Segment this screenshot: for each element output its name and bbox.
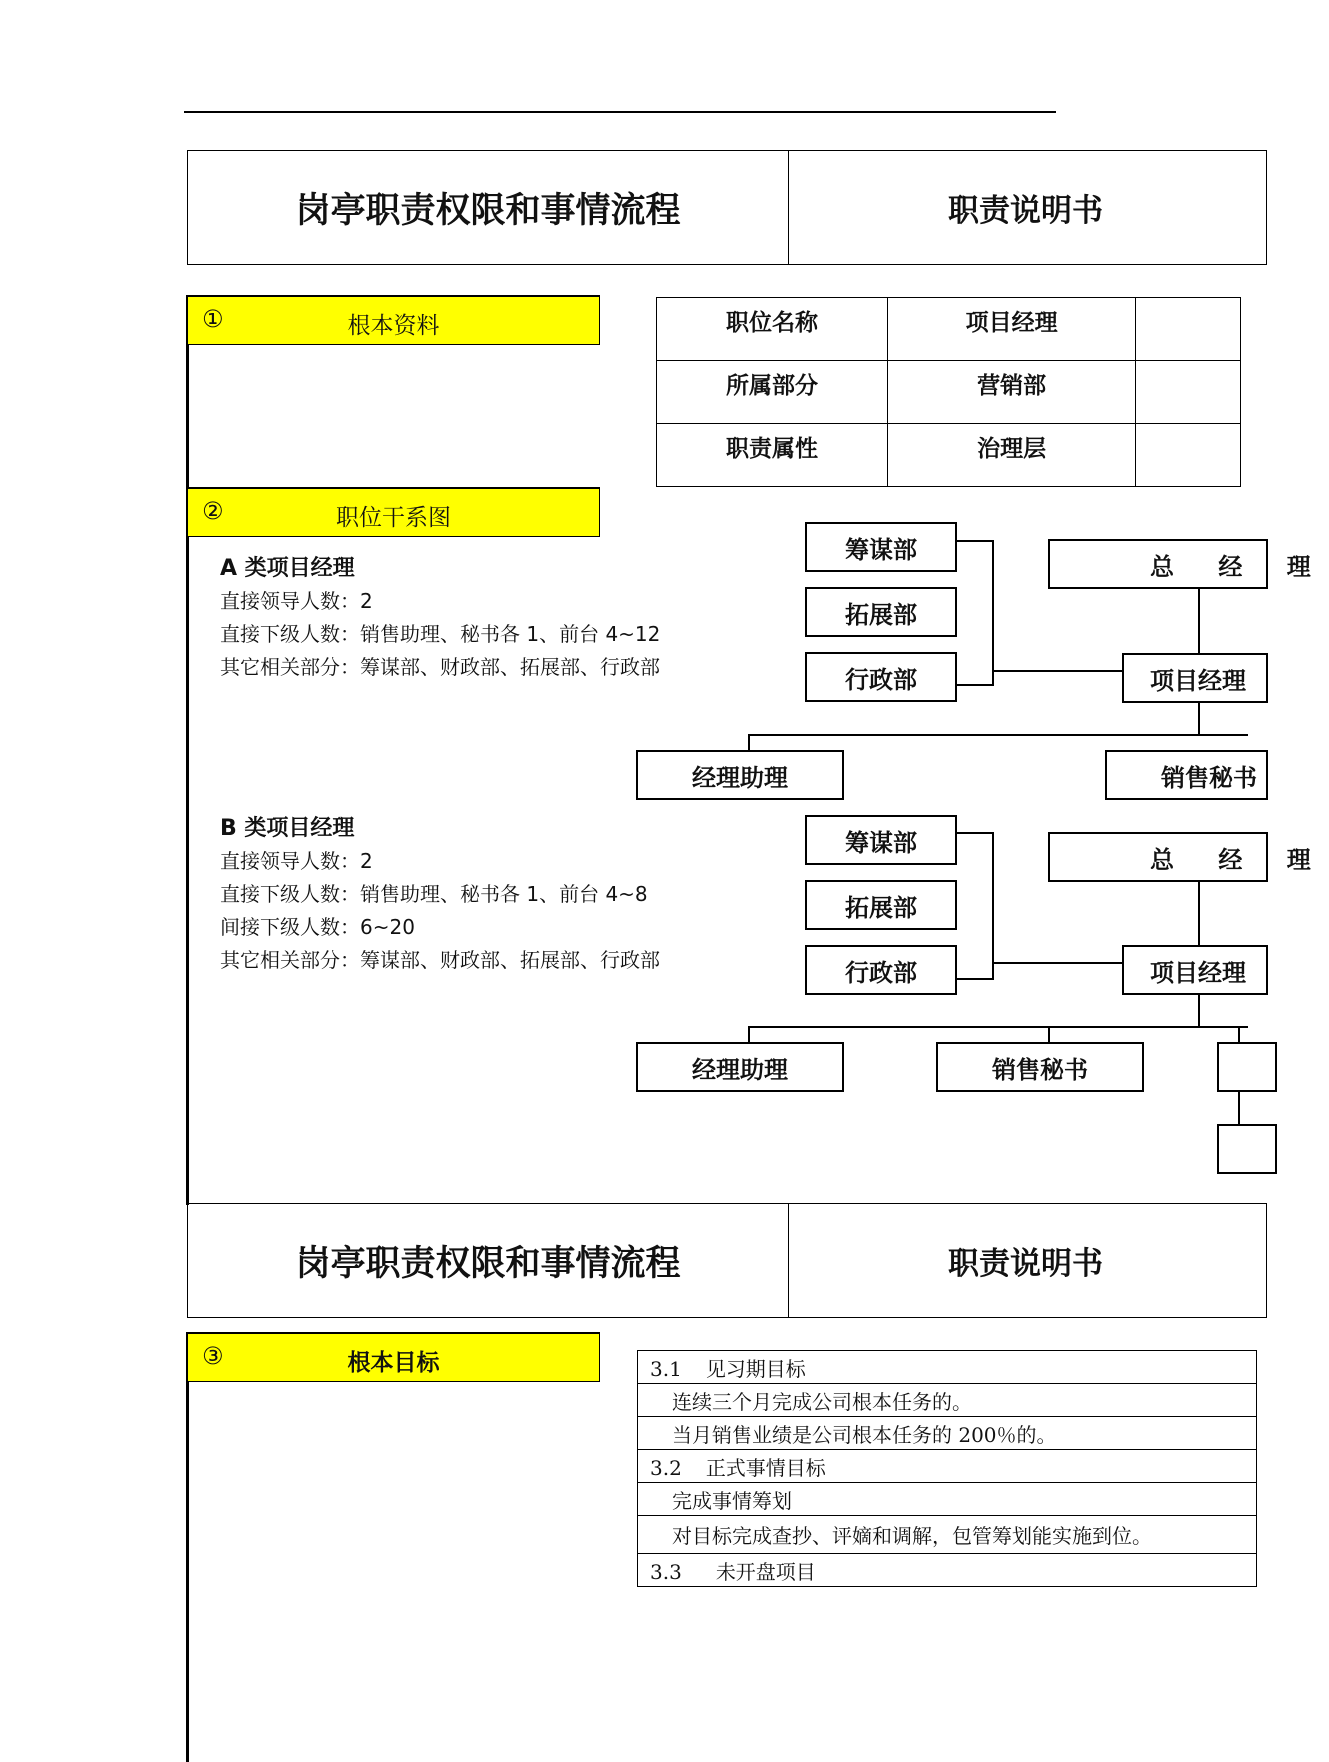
table-cell-empty xyxy=(1136,361,1241,424)
connector xyxy=(957,832,994,834)
goal-title: 未开盘项目 xyxy=(715,1559,816,1584)
top-rule xyxy=(184,111,1056,113)
table-value: 项目经理 xyxy=(887,298,1135,361)
goal-title: 正式事情目标 xyxy=(705,1455,826,1480)
type-a-line: 直接下级人数：销售助理、秘书各 1、前台 4~12 xyxy=(220,622,661,646)
type-b-line: 直接下级人数：销售助理、秘书各 1、前台 4~8 xyxy=(220,882,648,906)
connector xyxy=(992,670,1124,672)
connector xyxy=(957,978,994,980)
section-title: 根本资料 xyxy=(347,313,440,339)
table-row xyxy=(657,361,1241,424)
goal-number: 3.3 xyxy=(650,1559,682,1584)
connector xyxy=(1198,882,1200,947)
table-row xyxy=(638,1554,1257,1587)
type-b-description xyxy=(220,812,660,977)
table-label: 职位名称 xyxy=(657,298,888,361)
section-title: 职位干系图 xyxy=(336,505,451,531)
org-a-secretary: 销售秘书 xyxy=(1105,750,1268,800)
connector xyxy=(1238,1092,1240,1126)
org-a-dept-admin: 行政部 xyxy=(805,652,957,702)
left-border xyxy=(186,295,189,1205)
type-b-line: 其它相关部分：筹谋部、财政部、拓展部、行政部 xyxy=(220,948,660,972)
basic-info-table xyxy=(656,297,1241,487)
section-header-relations xyxy=(187,487,600,537)
table-label: 职责属性 xyxy=(657,424,888,487)
org-b-box-partial xyxy=(1217,1042,1277,1092)
goal-item: 对目标完成查抄、评嫡和调解，包管筹划能实施到位。 xyxy=(638,1516,1257,1554)
type-a-heading: A 类项目经理 xyxy=(220,556,355,581)
org-b-box-partial xyxy=(1217,1124,1277,1174)
goal-item: 当月销售业绩是公司根本任务的 200％的。 xyxy=(638,1417,1257,1450)
section-header-basic-info xyxy=(187,295,600,345)
table-row xyxy=(657,424,1241,487)
org-b-secretary: 销售秘书 xyxy=(936,1042,1144,1092)
type-b-heading: B 类项目经理 xyxy=(220,816,355,841)
connector xyxy=(957,684,994,686)
org-a-general-manager: 总 经 理 xyxy=(1048,539,1268,589)
table-row xyxy=(638,1483,1257,1516)
goals-table xyxy=(637,1350,1257,1587)
connector xyxy=(992,832,994,980)
section-number: ① xyxy=(202,305,224,333)
header-title-left: 岗亭职责权限和事情流程 xyxy=(188,151,789,264)
table-row xyxy=(657,298,1241,361)
connector xyxy=(748,1026,1248,1028)
header-title-right: 职责说明书 xyxy=(948,1246,1103,1282)
header-title-right: 职责说明书 xyxy=(948,193,1103,229)
org-b-assistant: 经理助理 xyxy=(636,1042,844,1092)
table-row xyxy=(638,1450,1257,1483)
table-cell-empty xyxy=(1136,298,1241,361)
type-a-line: 其它相关部分：筹谋部、财政部、拓展部、行政部 xyxy=(220,655,660,679)
connector xyxy=(1198,995,1200,1028)
table-value: 治理层 xyxy=(887,424,1135,487)
document-header xyxy=(187,150,1267,265)
org-a-dept-expansion: 拓展部 xyxy=(805,587,957,637)
org-a-project-manager: 项目经理 xyxy=(1122,653,1268,703)
section-number: ③ xyxy=(202,1342,224,1370)
connector xyxy=(1198,589,1200,654)
connector xyxy=(957,540,994,542)
org-b-dept-expansion: 拓展部 xyxy=(805,880,957,930)
table-row xyxy=(638,1384,1257,1417)
left-border xyxy=(186,1332,189,1762)
section-header-goals xyxy=(187,1332,600,1382)
connector xyxy=(1198,703,1200,736)
goal-title: 见习期目标 xyxy=(705,1356,806,1381)
document-header-2 xyxy=(187,1203,1267,1318)
org-b-general-manager: 总 经 理 xyxy=(1048,832,1268,882)
table-label: 所属部分 xyxy=(657,361,888,424)
org-a-dept-planning: 筹谋部 xyxy=(805,522,957,572)
header-title-left: 岗亭职责权限和事情流程 xyxy=(188,1204,789,1317)
type-b-line: 间接下级人数：6~20 xyxy=(220,915,415,939)
goal-heading xyxy=(638,1450,1257,1483)
goal-number: 3.2 xyxy=(650,1455,682,1480)
goal-item: 完成事情筹划 xyxy=(638,1483,1257,1516)
goal-heading xyxy=(638,1554,1257,1587)
connector xyxy=(748,734,1248,736)
org-b-dept-admin: 行政部 xyxy=(805,945,957,995)
type-a-description xyxy=(220,552,660,684)
type-a-line: 直接领导人数：2 xyxy=(220,589,373,613)
org-a-assistant: 经理助理 xyxy=(636,750,844,800)
org-b-dept-planning: 筹谋部 xyxy=(805,815,957,865)
table-value: 营销部 xyxy=(887,361,1135,424)
org-b-project-manager: 项目经理 xyxy=(1122,945,1268,995)
connector xyxy=(992,540,994,686)
section-number: ② xyxy=(202,497,224,525)
table-cell-empty xyxy=(1136,424,1241,487)
goal-heading xyxy=(638,1351,1257,1384)
goal-number: 3.1 xyxy=(650,1356,682,1381)
table-row xyxy=(638,1516,1257,1554)
section-title: 根本目标 xyxy=(347,1350,440,1376)
table-row xyxy=(638,1351,1257,1384)
table-row xyxy=(638,1417,1257,1450)
connector xyxy=(992,962,1124,964)
goal-item: 连续三个月完成公司根本任务的。 xyxy=(638,1384,1257,1417)
type-b-line: 直接领导人数：2 xyxy=(220,849,373,873)
